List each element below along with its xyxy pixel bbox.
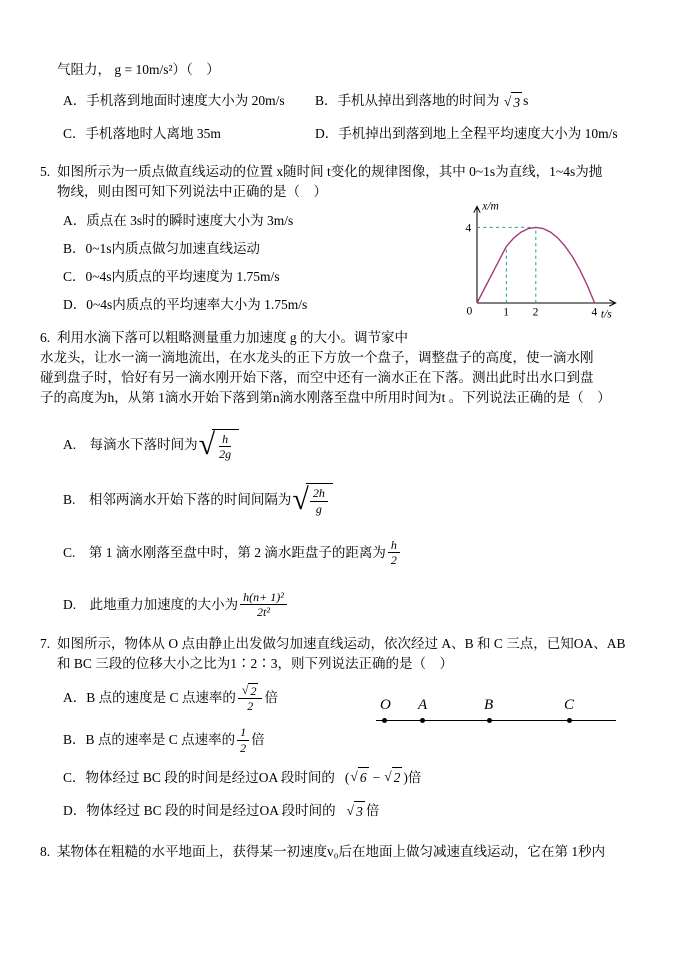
option-a: A．手机落到地面时速度大小为 20m/s: [63, 93, 285, 109]
option-c: C．物体经过 BC 段的时间是经过OA 段时间的 ( √ 6 − √ 2 ) 倍: [63, 767, 648, 788]
question-5-number: 5.: [40, 164, 51, 180]
question-4-options-row-1: [63, 91, 648, 113]
option-d: D．物体经过 BC 段的时间是经过OA 段时间的 √ 3 倍: [63, 801, 648, 822]
point-A-dot: [420, 718, 425, 723]
option-d: D．手机掉出到落到地上全程平均速度大小为 10m/s: [315, 125, 618, 141]
question-6-stem-line-4: 子的高度为h，从第 1滴水开始下落到第n滴水刚落至盘中所用时间为t 。下列说法正确的是（ ）: [40, 390, 611, 406]
option-c: C．0~4s内质点的平均速度为 1.75m/s: [63, 269, 280, 285]
point-C-label: C: [564, 697, 575, 714]
position-time-graph: [450, 198, 630, 324]
radical-sign: √: [198, 428, 216, 462]
option-a: A．质点在 3s时的瞬时速度大小为 3m/s: [63, 212, 294, 228]
question-4-options-row-2: [63, 124, 648, 144]
option-b: B．B 点的速率是 C 点速率的 $\frac{1}{2}$ 倍: [63, 725, 265, 755]
option-c: C．手机落地时人离地 35m: [63, 125, 221, 141]
option-a: A. 每滴水下落时间为 √ $\frac{h}{2g}$: [63, 429, 648, 462]
sqrt-3-expression: √ 3: [347, 801, 365, 822]
question-7-number: 7.: [40, 635, 51, 651]
option-b: B. 相邻两滴水开始下落的时间间隔为 √ $\frac{2h}{g}$: [63, 483, 648, 516]
question-5-stem-line-2: 物线，则由图可知下列说法中正确的是（ ）: [57, 184, 327, 200]
option-a: A．B 点的速度是 C 点速率的 √ 2 2 倍: [63, 682, 278, 714]
option-b: B．0~1s内质点做匀加速直线运动: [63, 240, 261, 256]
radical-sign: √: [241, 682, 249, 697]
fraction-sqrt2-over-2: √ 2 2: [238, 682, 263, 713]
sqrt-fraction-expression: [199, 429, 239, 462]
question-6-number: 6.: [40, 329, 51, 345]
point-O-label: O: [380, 697, 391, 714]
sqrt-2-expression: √ 2: [241, 682, 257, 698]
x-tick-4: 4: [591, 306, 598, 319]
x-axis-label: t/s: [600, 308, 612, 321]
option-d: D．0~4s内质点的平均速率大小为 1.75m/s: [63, 297, 308, 313]
radical-sign: √: [292, 482, 309, 516]
sqrt-fraction-expression: [292, 483, 332, 516]
option-b: B．手机从掉出到落地的时间为 √ 3 s: [315, 91, 528, 113]
option-c: C. 第 1 滴水刚落至盘中时，第 2 滴水距盘子的距离为 $\frac{h}{2}$: [63, 538, 648, 568]
question-7-stem-line-1: 如图所示，物体从 O 点由静止出发做匀加速直线运动，依次经过 A、B 和 C 三点，已知OA、AB: [57, 635, 626, 651]
fraction: $\frac{h}{2g}$: [219, 431, 232, 461]
x-tick-1: 1: [503, 306, 510, 319]
question-7-stem-line-2: 和 BC 三段的位移大小之比为1∶2∶3，则下列说法正确的是（ ）: [57, 655, 454, 671]
radical-sign: √: [350, 769, 358, 785]
option-d: D. 此地重力加速度的大小为 $\frac{\text{h(n+ 1)²}}{\text{2t²}}$: [63, 590, 648, 620]
point-C-dot: [567, 718, 572, 723]
sqrt-3-expression: √ 3: [504, 92, 522, 113]
fraction: $\frac{2h}{g}$: [310, 486, 328, 516]
question-8: [40, 842, 648, 862]
fraction-one-half: $\frac{1}{2}$: [237, 725, 249, 755]
question-8-stem-line-1: 某物体在粗糙的水平地面上，获得某一初速度v₀后在地面上做匀减速直线运动，它在第 1秒内: [57, 843, 606, 859]
point-A-label: A: [418, 697, 428, 714]
x-tick-2: 2: [532, 306, 539, 319]
sqrt-2-expression: √ 2: [384, 767, 402, 788]
radical-sign: √: [503, 93, 512, 109]
radical-sign: √: [384, 769, 392, 785]
q7-diagram: [376, 694, 616, 721]
origin-label: 0: [466, 305, 473, 318]
point-O-dot: [382, 718, 387, 723]
point-B-dot: [487, 718, 492, 723]
sqrt-6-expression: √ 6: [350, 767, 368, 788]
question-8-number: 8.: [40, 843, 51, 859]
point-B-label: B: [484, 697, 494, 714]
radical-sign: √: [346, 802, 355, 818]
question-5-stem-line-1: 如图所示为一质点做直线运动的位置 x随时间 t变化的规律图像，其中 0~1s为直线，1~4s为抛: [57, 164, 603, 180]
question-4-tail-line: 气阻力， g = 10m/s²）（ ）: [57, 62, 220, 77]
question-7: [40, 634, 648, 822]
question-5: [40, 162, 648, 321]
question-6: [40, 328, 648, 620]
y-tick-4: 4: [465, 222, 472, 235]
fraction: $\frac{h}{2}$: [388, 538, 400, 568]
question-6-stem-line-2: 水龙头，让水一滴一滴地流出，在水龙头的正下方放一个盘子，调整盘子的高度，使一滴水刚: [40, 349, 594, 365]
question-6-stem-line-1: 利用水滴下落可以粗略测量重力加速度 g 的大小。调节家中: [57, 329, 408, 345]
fraction: $\frac{\text{h(n+ 1)²}}{\text{2t²}}$: [240, 590, 287, 620]
question-6-stem-line-3: 碰到盘子时，恰好有另一滴水刚开始下落，而空中还有一滴水正在下落。测出此时出水口到盘: [40, 370, 594, 386]
y-axis-label: x/m: [482, 200, 499, 213]
